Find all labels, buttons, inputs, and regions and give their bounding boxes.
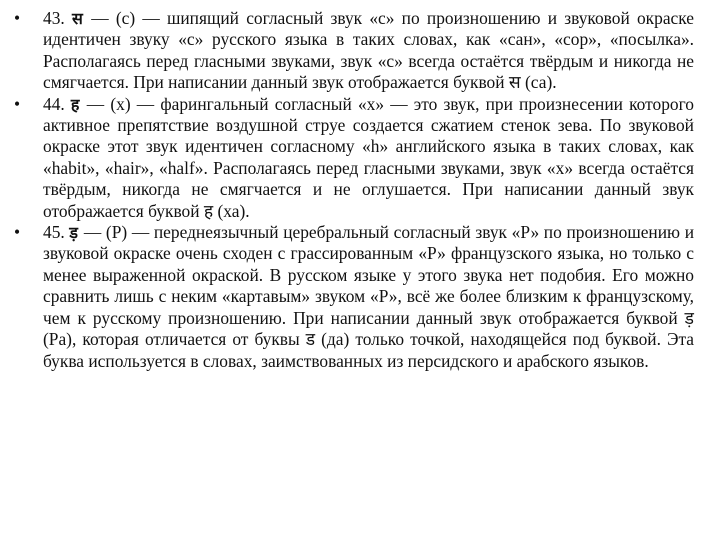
devanagari-letter: ड़ bbox=[69, 223, 84, 243]
bullet: • bbox=[14, 8, 21, 28]
entry-number: 45. bbox=[43, 222, 70, 243]
entry-44 bbox=[14, 94, 694, 222]
entry-text: — (с) — шипящий согласный звук «с» по произношению и звуковой окраске идентичен звуку «с» русского языка в таких словах, как «сан», «сор», «посылка». Располагаясь перед гласными звуками, звук «с» всегда остаётся твёрдым и никогда не смягчается. При написании данный звук отображается буквой स (са). bbox=[43, 8, 694, 93]
entry-43 bbox=[14, 8, 694, 94]
entry-45 bbox=[14, 222, 694, 372]
entry-number: 44. bbox=[43, 93, 71, 114]
bullet: • bbox=[14, 93, 21, 114]
bullet: • bbox=[14, 222, 21, 243]
entry-number: 43. bbox=[43, 8, 72, 28]
entry-list bbox=[14, 8, 694, 372]
devanagari-letter: ह bbox=[70, 94, 87, 114]
entry-text: — (х) — фарингальный согласный «х» — это звук, при произнесении которого активное препятствие воздушной струе создается сжатием стенок зева. По звуковой окраске этот звук идентичен согласному «h» английского языка в таких словах, как «habit», «hair», «half». Располагаясь перед гласными звуками, звук «х» всегда остаётся твёрдым, никогда не смягчается и не оглушается. При написании данный звук отображается буквой ह (ха). bbox=[43, 93, 694, 221]
entry-text: — (Р) — переднеязычный церебральный согласный звук «Р» по произношению и звуковой окраске очень сходен с грассированным «Р» французского языка, но только с менее выраженной окраской. В русском языке у этого звука нет подобия. Его можно сравнить лишь с неким «картавым» звуком «Р», всё же более близким к французскому, чем к русскому произношению. При написании данный звук отображается буквой ड़ (Ра), которая отличается от буквы ड (да) только точкой, находящейся под буквой. Эта буква используется в словах, заимствованных из персидского и арабского языков. bbox=[43, 222, 695, 371]
devanagari-letter: स bbox=[71, 9, 92, 28]
